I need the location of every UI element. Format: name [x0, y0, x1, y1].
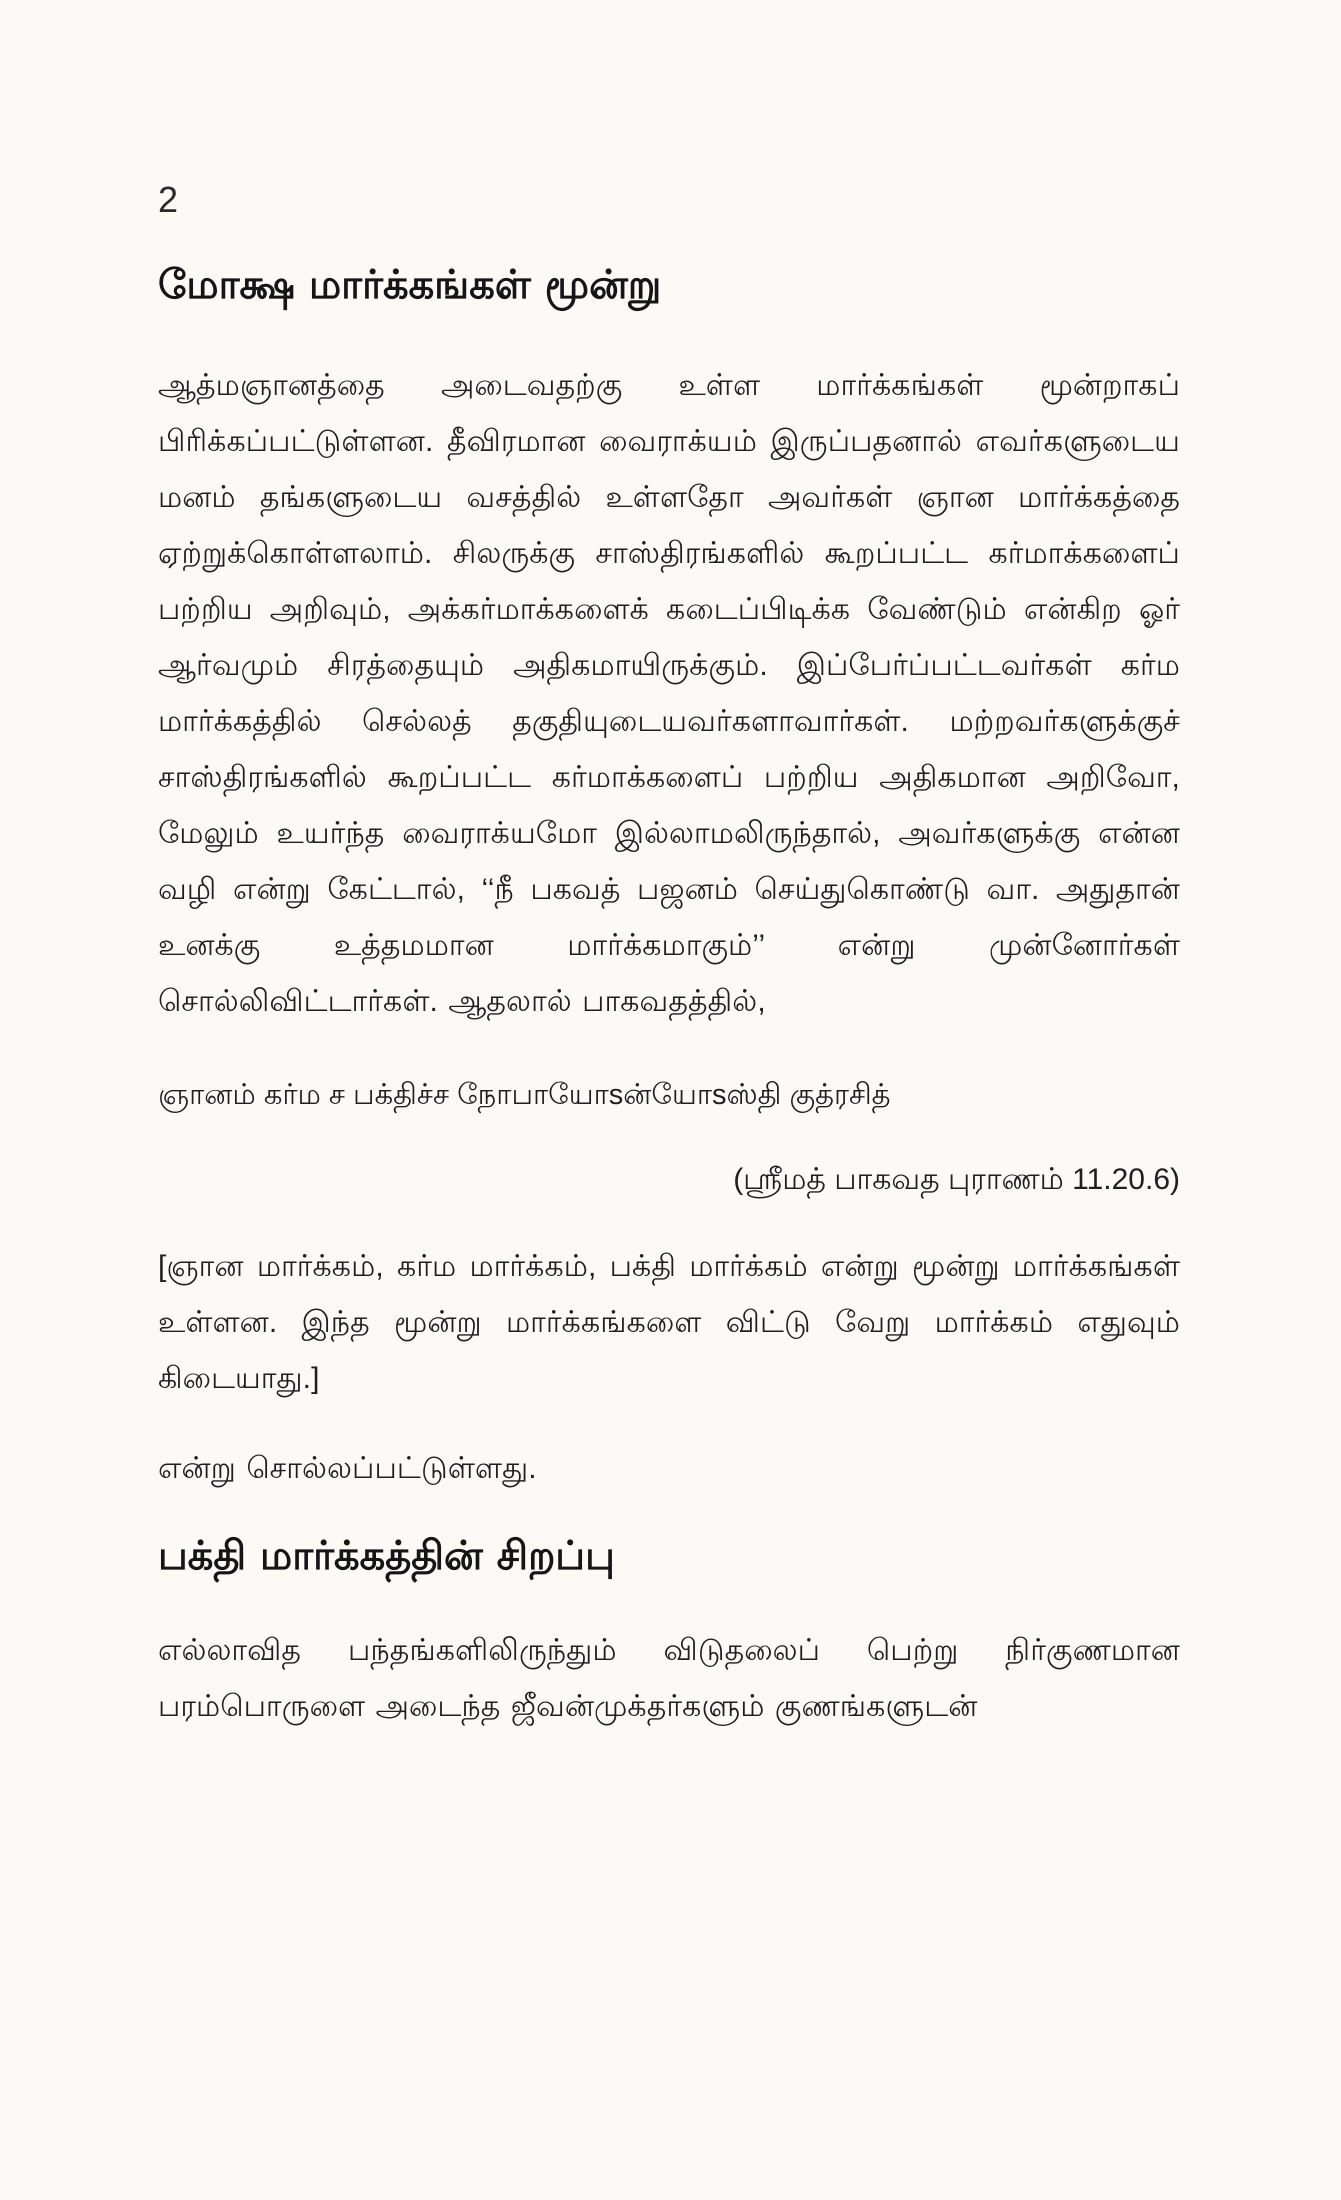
section-heading-moksha-paths: மோக்ஷ மார்க்கங்கள் மூன்று	[158, 262, 662, 308]
verse-citation: (ஸ்ரீமத் பாகவத புராணம் 11.20.6)	[733, 1163, 1180, 1196]
page-content	[158, 170, 1180, 1735]
intro-paragraph: ஆத்மஞானத்தை அடைவதற்கு உள்ள மார்க்கங்கள் மூன்றாகப் பிரிக்கப்பட்டுள்ளன. தீவிரமான வைராக்யம் இருப்பதனால் எவர்களுடைய மனம் தங்களுடைய வசத்தில் உள்ளதோ அவர்கள் ஞான மார்க்கத்தை ஏற்றுக்கொள்ளலாம். சிலருக்கு சாஸ்திரங்களில் கூறப்பட்ட கர்மாக்களைப் பற்றிய அறிவும், அக்கர்மாக்களைக் கடைப்பிடிக்க வேண்டும் என்கிற ஓர் ஆர்வமும் சிரத்தையும் அதிகமாயிருக்கும். இப்பேர்ப்பட்டவர்கள் கர்ம மார்க்கத்தில் செல்லத் தகுதியுடையவர்களாவார்கள். மற்றவர்களுக்குச் சாஸ்திரங்களில் கூறப்பட்ட கர்மாக்களைப் பற்றிய அதிகமான அறிவோ, மேலும் உயர்ந்த வைராக்யமோ இல்லாமலிருந்தால், அவர்களுக்கு என்ன வழி என்று கேட்டால், ‘‘நீ பகவத் பஜனம் செய்துகொண்டு வா. அதுதான் உனக்கு உத்தமமான மார்க்கமாகும்’’ என்று முன்னோர்கள் சொல்லிவிட்டார்கள். ஆதலால் பாகவதத்தில்,	[158, 369, 1180, 1018]
verse-translation: [ஞான மார்க்கம், கர்ம மார்க்கம், பக்தி மார்க்கம் என்று மூன்று மார்க்கங்கள் உள்ளன. இந்த மூன்று மார்க்கங்களை விட்டு வேறு மார்க்கம் எதுவும் கிடையாது.]	[158, 1250, 1180, 1395]
bhakti-paragraph: எல்லாவித பந்தங்களிலிருந்தும் விடுதலைப் பெற்று நிர்குணமான பரம்பொருளை அடைந்த ஜீவன்முக்தர்களும் குணங்களுடன்	[158, 1634, 1180, 1723]
section-heading-bhakti-greatness: பக்தி மார்க்கத்தின் சிறப்பு	[158, 1533, 615, 1579]
sanskrit-verse: ஞானம் கர்ம ச பக்திச்ச நோபாயோsன்யோsஸ்தி குத்ரசித்	[158, 1079, 891, 1111]
closing-line: என்று சொல்லப்பட்டுள்ளது.	[158, 1452, 537, 1485]
page-number: 2	[158, 179, 179, 220]
